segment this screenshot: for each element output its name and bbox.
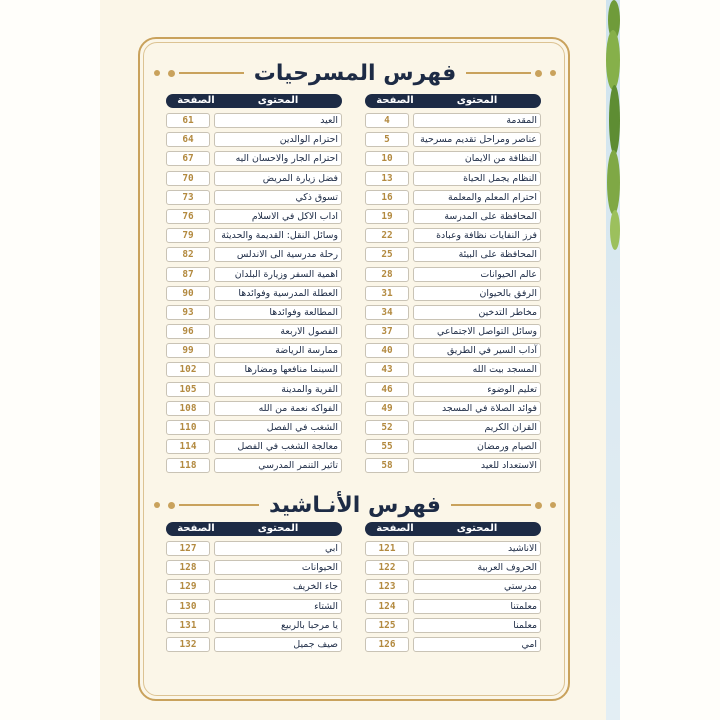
songs-title-row [150,490,560,520]
index-row [365,228,541,243]
index-row [365,579,541,594]
entry-title: المطالعة وفوائدها [214,305,342,320]
entry-title: تعليم الوضوء [413,382,541,397]
entry-page-number: 25 [365,247,409,262]
entry-page-number: 79 [166,228,210,243]
entry-page-number: 5 [365,132,409,147]
index-row [166,420,342,435]
entry-page-number: 121 [365,541,409,556]
entry-page-number: 46 [365,382,409,397]
column-header [166,94,342,108]
entry-title: جاء الخريف [214,579,342,594]
entry-page-number: 114 [166,439,210,454]
ornament-dot [168,70,175,77]
index-row [166,541,342,556]
index-row [166,190,342,205]
entry-page-number: 76 [166,209,210,224]
entry-page-number: 108 [166,401,210,416]
entry-page-number: 122 [365,560,409,575]
entry-title: الشتاء [214,599,342,614]
plays-left-column [166,94,342,478]
index-row [365,247,541,262]
index-row [365,618,541,633]
index-row [166,151,342,166]
entry-title: المقدمة [413,113,541,128]
column-header [166,522,342,536]
index-row [166,209,342,224]
index-row [166,267,342,282]
index-row [166,637,342,652]
ornament-dot [535,502,542,509]
index-row [365,305,541,320]
entry-title: الصيام ورمضان [413,439,541,454]
entry-title: معالجة الشغب في الفصل [214,439,342,454]
entry-title: القران الكريم [413,420,541,435]
entry-page-number: 58 [365,458,409,473]
ornament-dot [550,502,556,508]
entry-title: اهمية السفر وزيارة البلدان [214,267,342,282]
entry-title: رحلة مدرسية الى الاندلس [214,247,342,262]
index-row [166,113,342,128]
entry-page-number: 64 [166,132,210,147]
index-row [365,190,541,205]
column-header [365,94,541,108]
index-row [365,439,541,454]
entry-title: اداب الاكل في الاسلام [214,209,342,224]
index-row [166,228,342,243]
entry-page-number: 130 [166,599,210,614]
entry-page-number: 4 [365,113,409,128]
index-row [365,286,541,301]
entry-title: المحافظة على المدرسة [413,209,541,224]
index-row [365,209,541,224]
index-row [365,171,541,186]
index-row [365,541,541,556]
entry-title: العطلة المدرسية وفوائدها [214,286,342,301]
index-row [365,382,541,397]
ornament-line [179,504,259,506]
entry-title: الفواكه نعمة من الله [214,401,342,416]
entry-title: الاستعداد للعيد [413,458,541,473]
index-row [166,305,342,320]
entry-page-number: 82 [166,247,210,262]
entry-page-number: 31 [365,286,409,301]
entry-title: مخاطر التدخين [413,305,541,320]
entry-page-number: 40 [365,343,409,358]
index-row [365,560,541,575]
entry-title: المسجد بيت الله [413,362,541,377]
entry-page-number: 123 [365,579,409,594]
index-row [166,171,342,186]
index-row [365,362,541,377]
entry-page-number: 73 [166,190,210,205]
header-content: المحتوى [413,522,541,536]
leaf-decoration [606,30,620,90]
songs-right-column [365,522,541,656]
entry-title: الحروف العربية [413,560,541,575]
entry-page-number: 10 [365,151,409,166]
entry-page-number: 90 [166,286,210,301]
header-content: المحتوى [214,522,342,536]
entry-title: عالم الحيوانات [413,267,541,282]
entry-page-number: 70 [166,171,210,186]
entry-page-number: 110 [166,420,210,435]
index-row [365,324,541,339]
entry-page-number: 93 [166,305,210,320]
entry-page-number: 19 [365,209,409,224]
index-row [365,343,541,358]
index-row [166,362,342,377]
plays-title-row [150,58,560,88]
entry-title: تاثير التنمر المدرسي [214,458,342,473]
ornament-dot [168,502,175,509]
entry-page-number: 55 [365,439,409,454]
header-page: الصفحة [365,94,425,108]
ornament-dot [550,70,556,76]
index-row [166,286,342,301]
index-row [166,560,342,575]
entry-page-number: 128 [166,560,210,575]
entry-title: مدرستي [413,579,541,594]
index-row [166,439,342,454]
ornament-line [451,504,531,506]
index-row [166,579,342,594]
index-row [166,618,342,633]
index-row [166,247,342,262]
entry-page-number: 52 [365,420,409,435]
entry-title: فرز النفايات نظافة وعبادة [413,228,541,243]
entry-page-number: 28 [365,267,409,282]
index-row [365,267,541,282]
songs-index-title: فهرس الأنـاشيد [269,492,441,518]
leaf-decoration [609,85,620,155]
entry-page-number: 49 [365,401,409,416]
index-row [166,458,342,473]
entry-page-number: 102 [166,362,210,377]
index-row [365,151,541,166]
entry-page-number: 67 [166,151,210,166]
entry-page-number: 34 [365,305,409,320]
index-row [166,401,342,416]
entry-title: العيد [214,113,342,128]
entry-title: صيف جميل [214,637,342,652]
entry-title: القرية والمدينة [214,382,342,397]
ornament-line [466,72,531,74]
entry-title: ابي [214,541,342,556]
entry-title: النظافة من الايمان [413,151,541,166]
index-row [166,343,342,358]
entry-page-number: 118 [166,458,210,473]
header-content: المحتوى [413,94,541,108]
entry-title: فوائد الصلاة في المسجد [413,401,541,416]
entry-title: احترام المعلم والمعلمة [413,190,541,205]
entry-page-number: 125 [365,618,409,633]
entry-title: المحافظة على البيئة [413,247,541,262]
entry-title: يا مرحبا بالربيع [214,618,342,633]
entry-title: معلمتنا [413,599,541,614]
entry-page-number: 126 [365,637,409,652]
entry-page-number: 13 [365,171,409,186]
entry-title: ممارسة الرياضة [214,343,342,358]
index-row [166,382,342,397]
ornament-dot [535,70,542,77]
index-row [365,637,541,652]
entry-page-number: 127 [166,541,210,556]
entry-title: معلمنا [413,618,541,633]
entry-page-number: 99 [166,343,210,358]
entry-title: فضل زيارة المريض [214,171,342,186]
index-row [166,132,342,147]
column-header [365,522,541,536]
entry-title: وسائل النقل: القديمة والحديثة [214,228,342,243]
index-row [166,324,342,339]
index-row [365,599,541,614]
header-content: المحتوى [214,94,342,108]
plays-right-column [365,94,541,478]
entry-title: الرفق بالحيوان [413,286,541,301]
entry-title: وسائل التواصل الاجتماعي [413,324,541,339]
entry-title: آداب السير في الطريق [413,343,541,358]
ornament-dot [154,70,160,76]
header-page: الصفحة [365,522,425,536]
index-row [365,458,541,473]
cover-edge-illustration [606,0,620,720]
entry-title: النظام يجمل الحياة [413,171,541,186]
index-row [365,401,541,416]
entry-title: تسوق ذكي [214,190,342,205]
entry-page-number: 132 [166,637,210,652]
entry-page-number: 96 [166,324,210,339]
entry-page-number: 43 [365,362,409,377]
entry-title: الشغب في الفصل [214,420,342,435]
entry-page-number: 87 [166,267,210,282]
plays-index-title: فهرس المسرحيات [253,60,457,86]
entry-title: احترام الوالدين [214,132,342,147]
header-page: الصفحة [166,94,226,108]
entry-title: الحيوانات [214,560,342,575]
entry-page-number: 37 [365,324,409,339]
songs-left-column [166,522,342,656]
leaf-decoration [610,210,620,250]
entry-title: احترام الجار والاحسان اليه [214,151,342,166]
ornament-line [179,72,244,74]
entry-title: السينما منافعها ومضارها [214,362,342,377]
header-page: الصفحة [166,522,226,536]
index-row [365,420,541,435]
entry-title: عناصر ومراحل تقديم مسرحية [413,132,541,147]
entry-page-number: 105 [166,382,210,397]
leaf-decoration [607,150,620,215]
index-row [166,599,342,614]
index-row [365,113,541,128]
entry-page-number: 129 [166,579,210,594]
entry-page-number: 22 [365,228,409,243]
entry-title: الفصول الاربعة [214,324,342,339]
entry-title: امي [413,637,541,652]
entry-page-number: 61 [166,113,210,128]
index-row [365,132,541,147]
ornament-dot [154,502,160,508]
entry-page-number: 124 [365,599,409,614]
entry-title: الاناشيد [413,541,541,556]
entry-page-number: 131 [166,618,210,633]
entry-page-number: 16 [365,190,409,205]
